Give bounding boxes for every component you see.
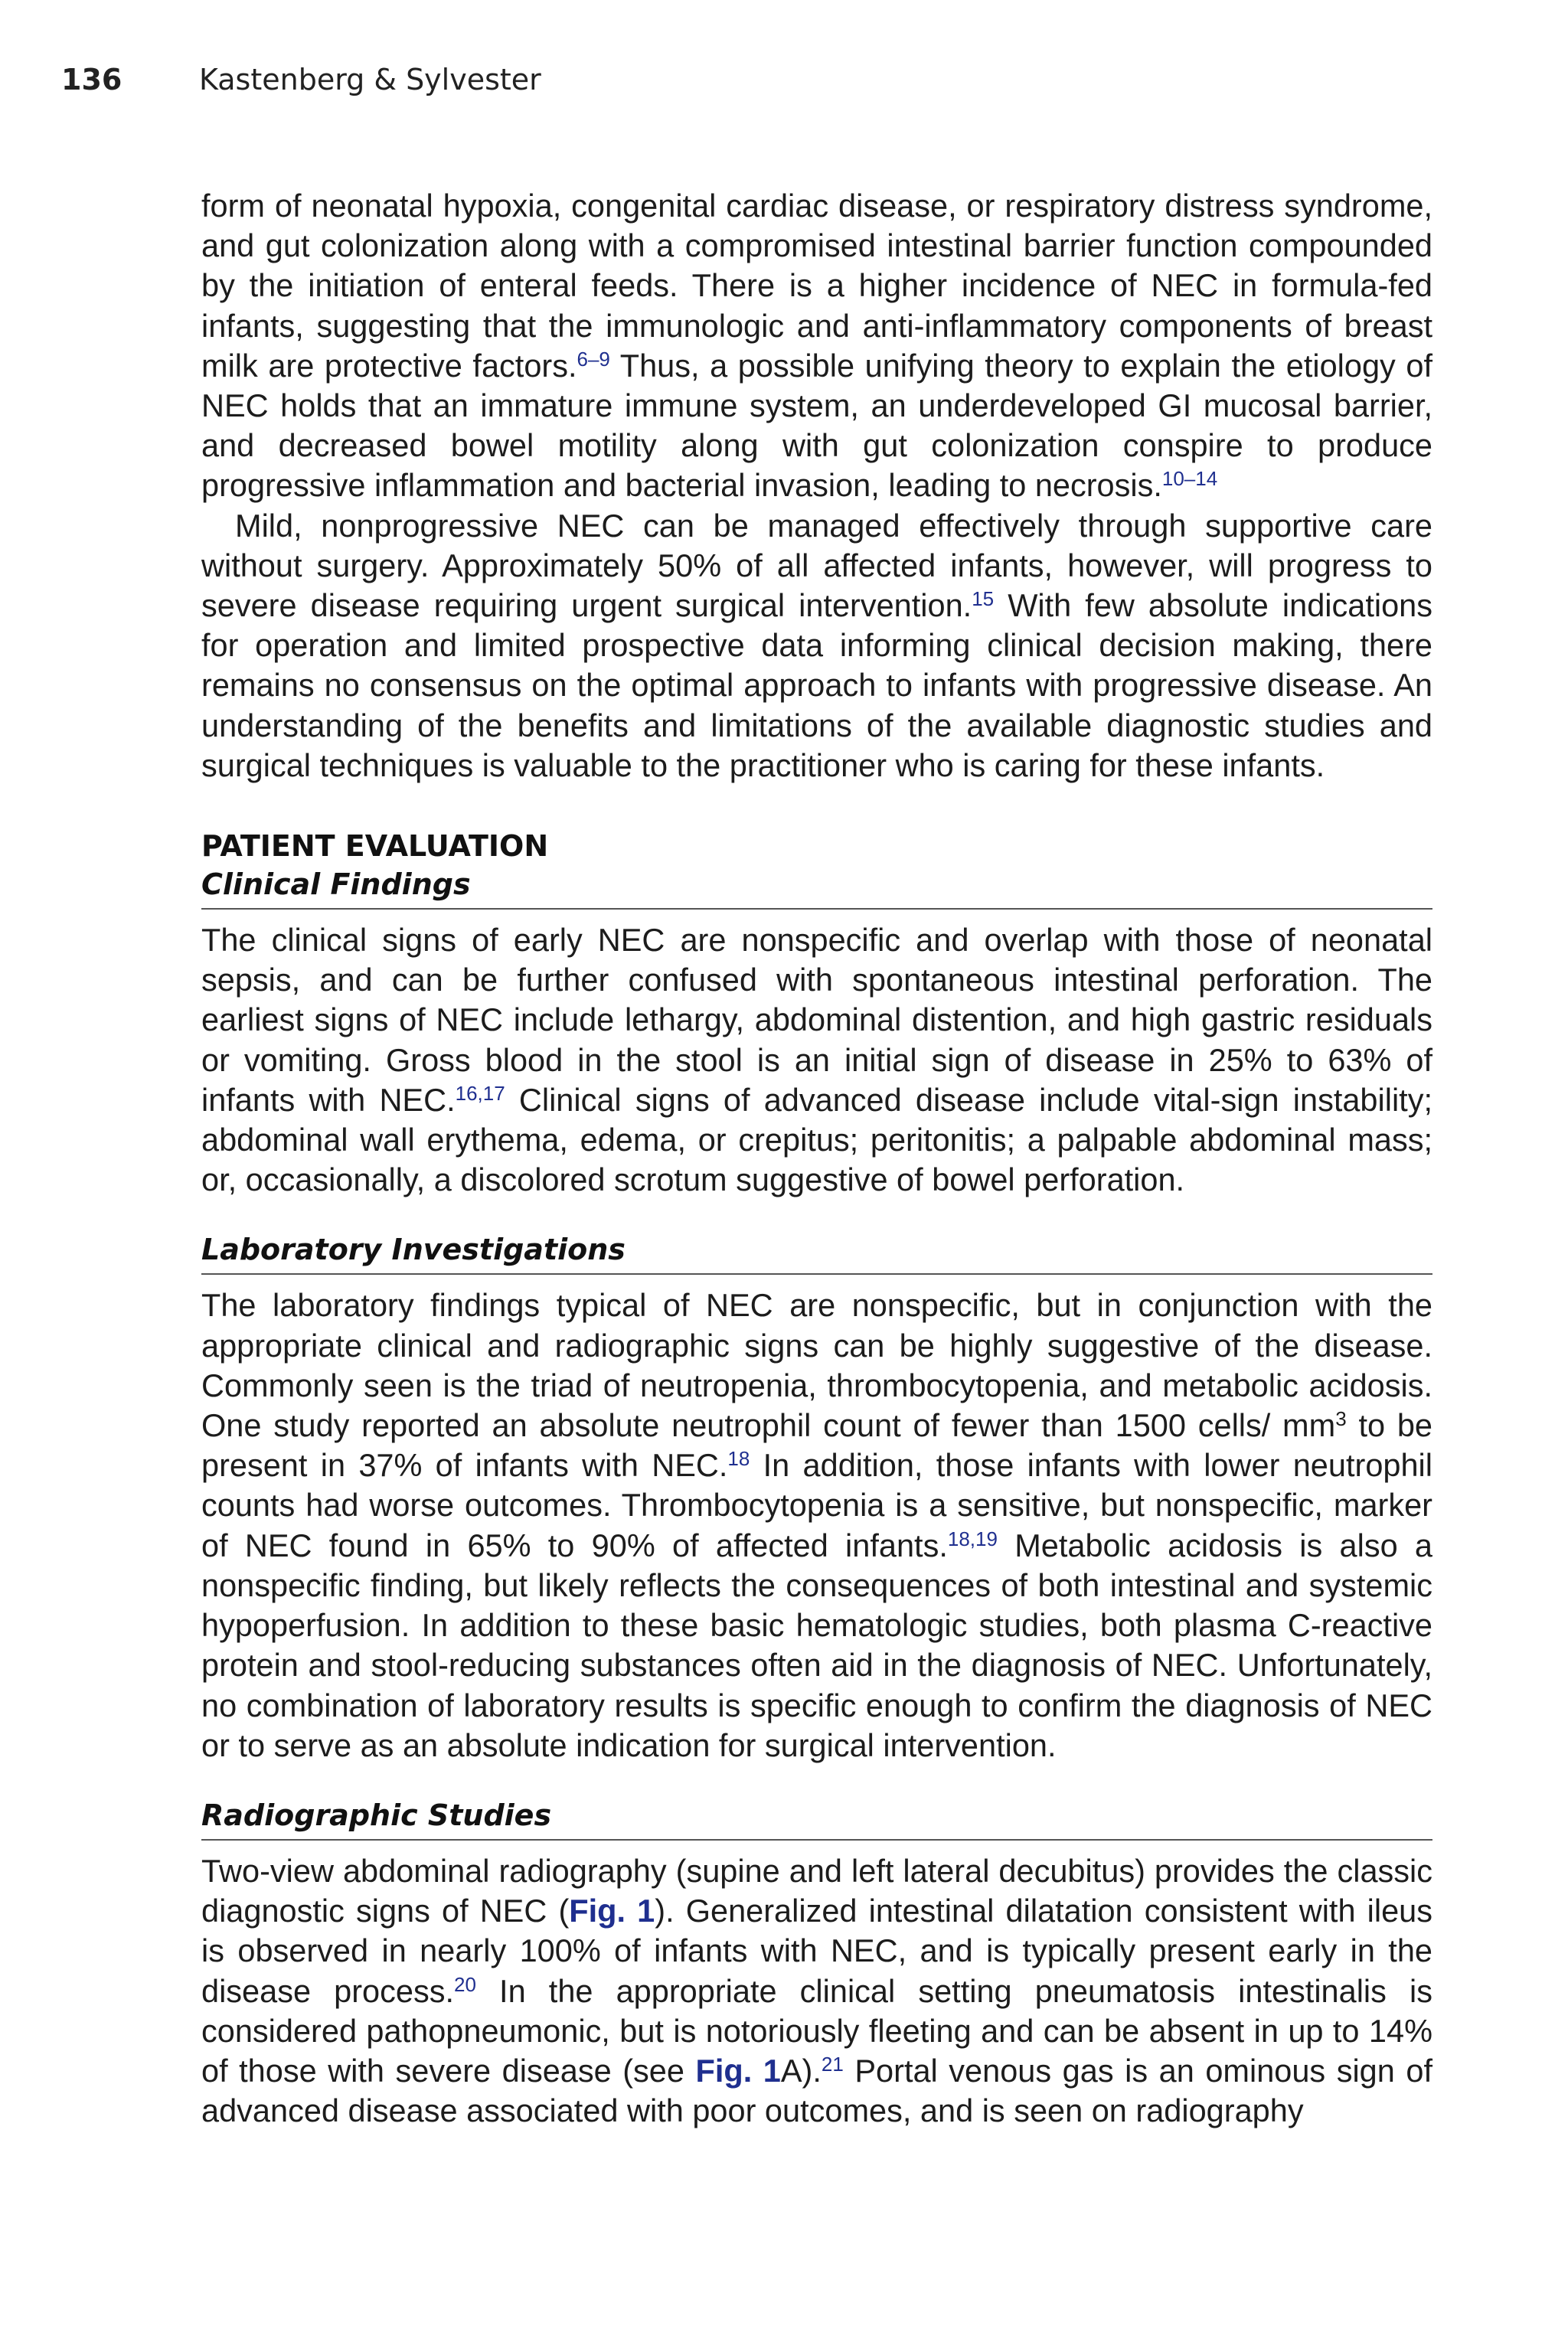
section-title-patient-evaluation: PATIENT EVALUATION <box>201 829 549 864</box>
intro-paragraph-1: form of neonatal hypoxia, congenital cardiac disease, or respiratory distress syndrome, and gut colonization along with a compromised intestinal barrier function compounded by the initiation of enteral feeds. There is a higher incidence of NEC in formula-fed infants, suggesting that the immunologic and anti-inflammatory components of breast milk are protective factors.$^{6-9}$ Thus, a possible unifying theory to explain the etiology of NEC holds that an immature immune system, an underdeveloped GI mucosal barrier, and decreased bowel motility along with gut colonization conspire to produce progressive inflammation and bacterial invasion, leading to necrosis.$^{10-14}$ <box>201 188 1432 504</box>
intro-paragraph-2: Mild, nonprogressive NEC can be managed effectively through supportive care without surgery. Approximately 50% of all affected infants, however, will progress to severe disease requiring urgent surgical intervention.$^{15}$ With few absolute indications for operation and limited prospective data informing clinical decision making, there remains no consensus on the optimal approach to infants with progressive disease. An understanding of the benefits and limitations of the available diagnostic studies and surgical techniques is valuable to the practitioner who is caring for these infants. <box>201 507 1432 783</box>
radiographic-paragraph: Two-view abdominal radiography (supine and left lateral decubitus) provides the classic diagnostic signs of NEC (Fig. 1). Generalized intestinal dilatation consistent with ileus is observed in nearly 100% of infants with NEC, and is typically present early in the disease process.$^{20}$ In the appropriate clinical setting pneumatosis intestinalis is considered pathopneumonic, but is notoriously fleeting and can be absent in up to 14% of those with severe disease (see Fig. 1A).$^{21}$ Portal venous gas is an ominous sign of advanced disease associated with poor outcomes, and is seen on radiography <box>201 1852 1432 2129</box>
subsection-heading-clinical-findings: Clinical Findings <box>201 865 1432 910</box>
citation-link[interactable]: 10–14 <box>1161 467 1218 491</box>
citation-link[interactable]: 15 <box>972 587 995 611</box>
citation-link[interactable]: 18 <box>727 1447 750 1471</box>
citation-link[interactable]: 18,19 <box>947 1527 998 1550</box>
citation-link[interactable]: 16,17 <box>455 1081 505 1105</box>
citation-link[interactable]: 6–9 <box>577 347 610 371</box>
citation-link[interactable]: 20 <box>454 1972 476 1996</box>
figure-link[interactable]: Fig. 1 <box>569 1893 655 1929</box>
citation-link[interactable]: 21 <box>821 2052 844 2076</box>
running-header <box>61 63 541 96</box>
subsection-heading-radiographic-studies: Radiographic Studies <box>201 1796 1432 1841</box>
subsection-heading-laboratory-investigations: Laboratory Investigations <box>201 1230 1432 1275</box>
exponent: 3 <box>1335 1407 1347 1431</box>
article-body <box>201 186 1432 2131</box>
running-head-authors: Kastenberg & Sylvester <box>199 63 541 96</box>
clinical-findings-paragraph: The clinical signs of early NEC are nonspecific and overlap with those of neonatal sepsis, and can be further confused with spontaneous intestinal perforation. The earliest signs of NEC include lethargy, abdominal distention, and high gastric residuals or vomiting. Gross blood in the stool is an initial sign of disease in 25% to 63% of infants with NEC.$^{16,17}$ Clinical signs of advanced disease include vital-sign instability; abdominal wall erythema, edema, or crepitus; peritonitis; a palpable abdominal mass; or, occasionally, a discolored scrotum suggestive of bowel perforation. <box>201 922 1432 1198</box>
laboratory-paragraph: The laboratory findings typical of NEC are nonspecific, but in conjunction with the appropriate clinical and radiographic signs can be highly suggestive of the disease. Commonly seen is the triad of neutropenia, thrombocytopenia, and metabolic acidosis. One study reported an absolute neutrophil count of fewer than 1500 cells/ $mm^3$ to be present in 37% of infants with NEC.$^{18}$ In addition, those infants with lower neutrophil counts had worse outcomes. Thrombocytopenia is a sensitive, but nonspecific, marker of NEC found in 65% to 90% of affected infants.$^{18,19}$ Metabolic acidosis is also a nonspecific finding, but likely reflects the consequences of both intestinal and systemic hypoperfusion. In addition to these basic hematologic studies, both plasma C-reactive protein and stool-reducing substances often aid in the diagnosis of NEC. Unfortunately, no combination of laboratory results is specific enough to confirm the diagnosis of NEC or to serve as an absolute indication for surgical intervention. <box>201 1287 1432 1763</box>
figure-link[interactable]: Fig. 1 <box>695 2052 781 2089</box>
page-number: 136 <box>61 63 122 96</box>
